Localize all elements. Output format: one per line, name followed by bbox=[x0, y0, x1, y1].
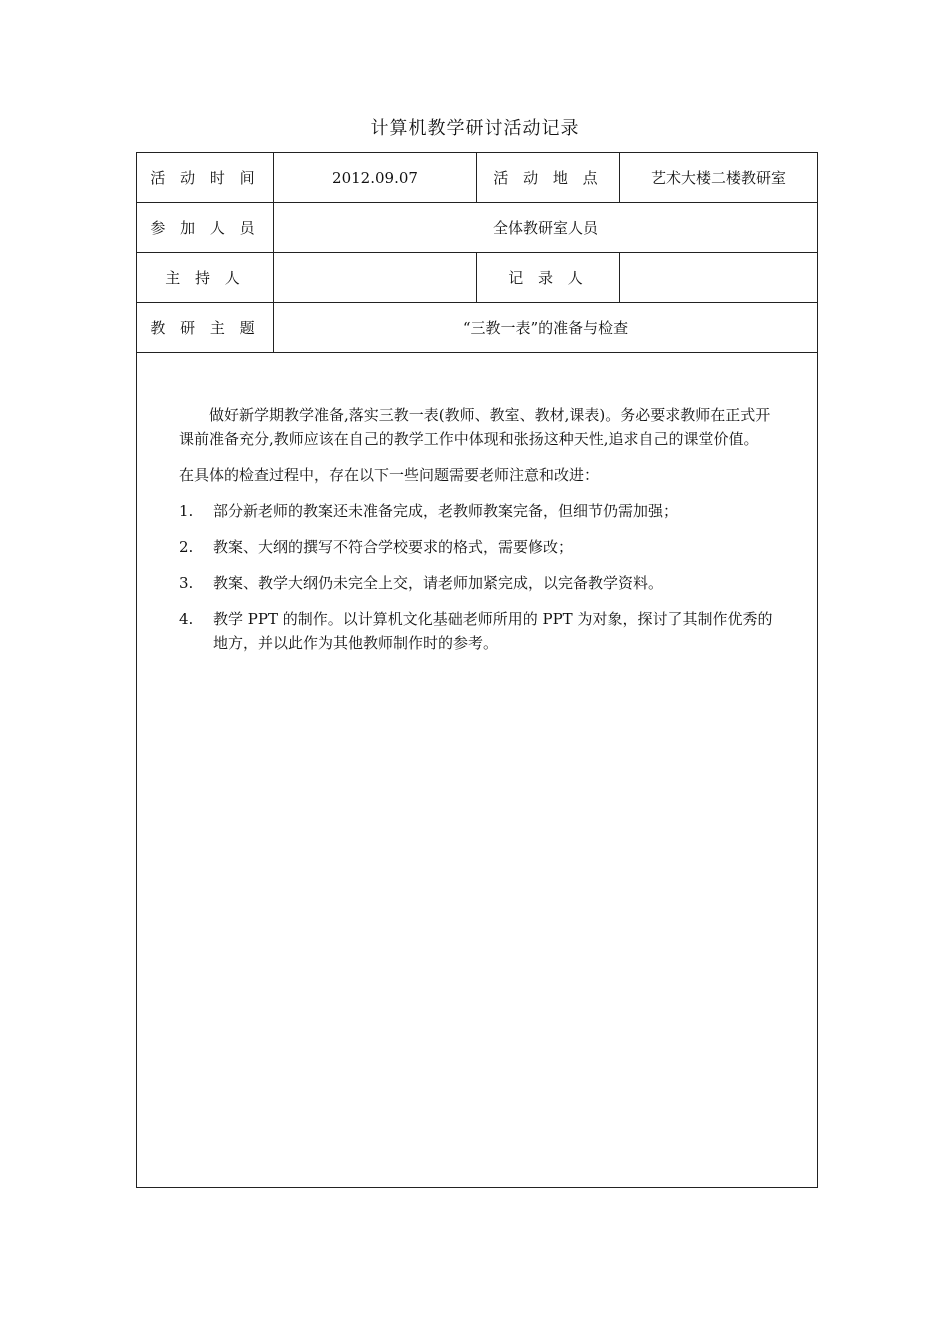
content-body bbox=[137, 353, 817, 655]
content-paragraph: 做好新学期教学准备,落实三教一表(教师、教室、教材,课表)。务必要求教师在正式开课前准备充分,教师应该在自己的教学工作中体现和张扬这种天性,追求自己的课堂价值。 bbox=[179, 406, 771, 448]
list-item bbox=[179, 535, 775, 559]
list-item bbox=[179, 607, 775, 655]
host-label: 主 持 人 bbox=[137, 253, 274, 303]
row-content bbox=[137, 353, 818, 1188]
time-label: 活 动 时 间 bbox=[137, 153, 274, 203]
place-value: 艺术大楼二楼教研室 bbox=[620, 153, 818, 203]
participants-value: 全体教研室人员 bbox=[274, 203, 818, 253]
row-time-place bbox=[137, 153, 818, 203]
participants-label: 参 加 人 员 bbox=[137, 203, 274, 253]
document-title: 计算机教学研讨活动记录 bbox=[370, 118, 580, 139]
content-cell bbox=[137, 353, 818, 1188]
row-participants bbox=[137, 203, 818, 253]
list-item-text: 教学 PPT 的制作。以计算机文化基础老师所用的 PPT 为对象，探讨了其制作优秀的地方，并以此作为其他教师制作时的参考。 bbox=[213, 610, 773, 652]
list-item-number: 4. bbox=[179, 610, 194, 628]
time-value: 2012.09.07 bbox=[274, 153, 477, 203]
row-host-recorder bbox=[137, 253, 818, 303]
host-value bbox=[274, 253, 477, 303]
list-item bbox=[179, 499, 775, 523]
recorder-label: 记 录 人 bbox=[477, 253, 620, 303]
record-table bbox=[136, 152, 818, 1188]
topic-value: “三教一表”的准备与检查 bbox=[274, 303, 818, 353]
content-intro: 在具体的检查过程中，存在以下一些问题需要老师注意和改进： bbox=[179, 466, 600, 484]
row-topic bbox=[137, 303, 818, 353]
list-item-text: 部分新老师的教案还未准备完成，老教师教案完备，但细节仍需加强； bbox=[213, 502, 679, 520]
topic-label: 教 研 主 题 bbox=[137, 303, 274, 353]
list-item-number: 2. bbox=[179, 538, 194, 556]
list-item-text: 教案、大纲的撰写不符合学校要求的格式，需要修改； bbox=[213, 538, 574, 556]
place-label: 活 动 地 点 bbox=[477, 153, 620, 203]
recorder-value bbox=[620, 253, 818, 303]
list-item-text: 教案、教学大纲仍未完全上交，请老师加紧完成，以完备教学资料。 bbox=[213, 574, 664, 592]
list-item-number: 3. bbox=[179, 574, 194, 592]
list-item bbox=[179, 571, 775, 595]
list-item-number: 1. bbox=[179, 502, 194, 520]
